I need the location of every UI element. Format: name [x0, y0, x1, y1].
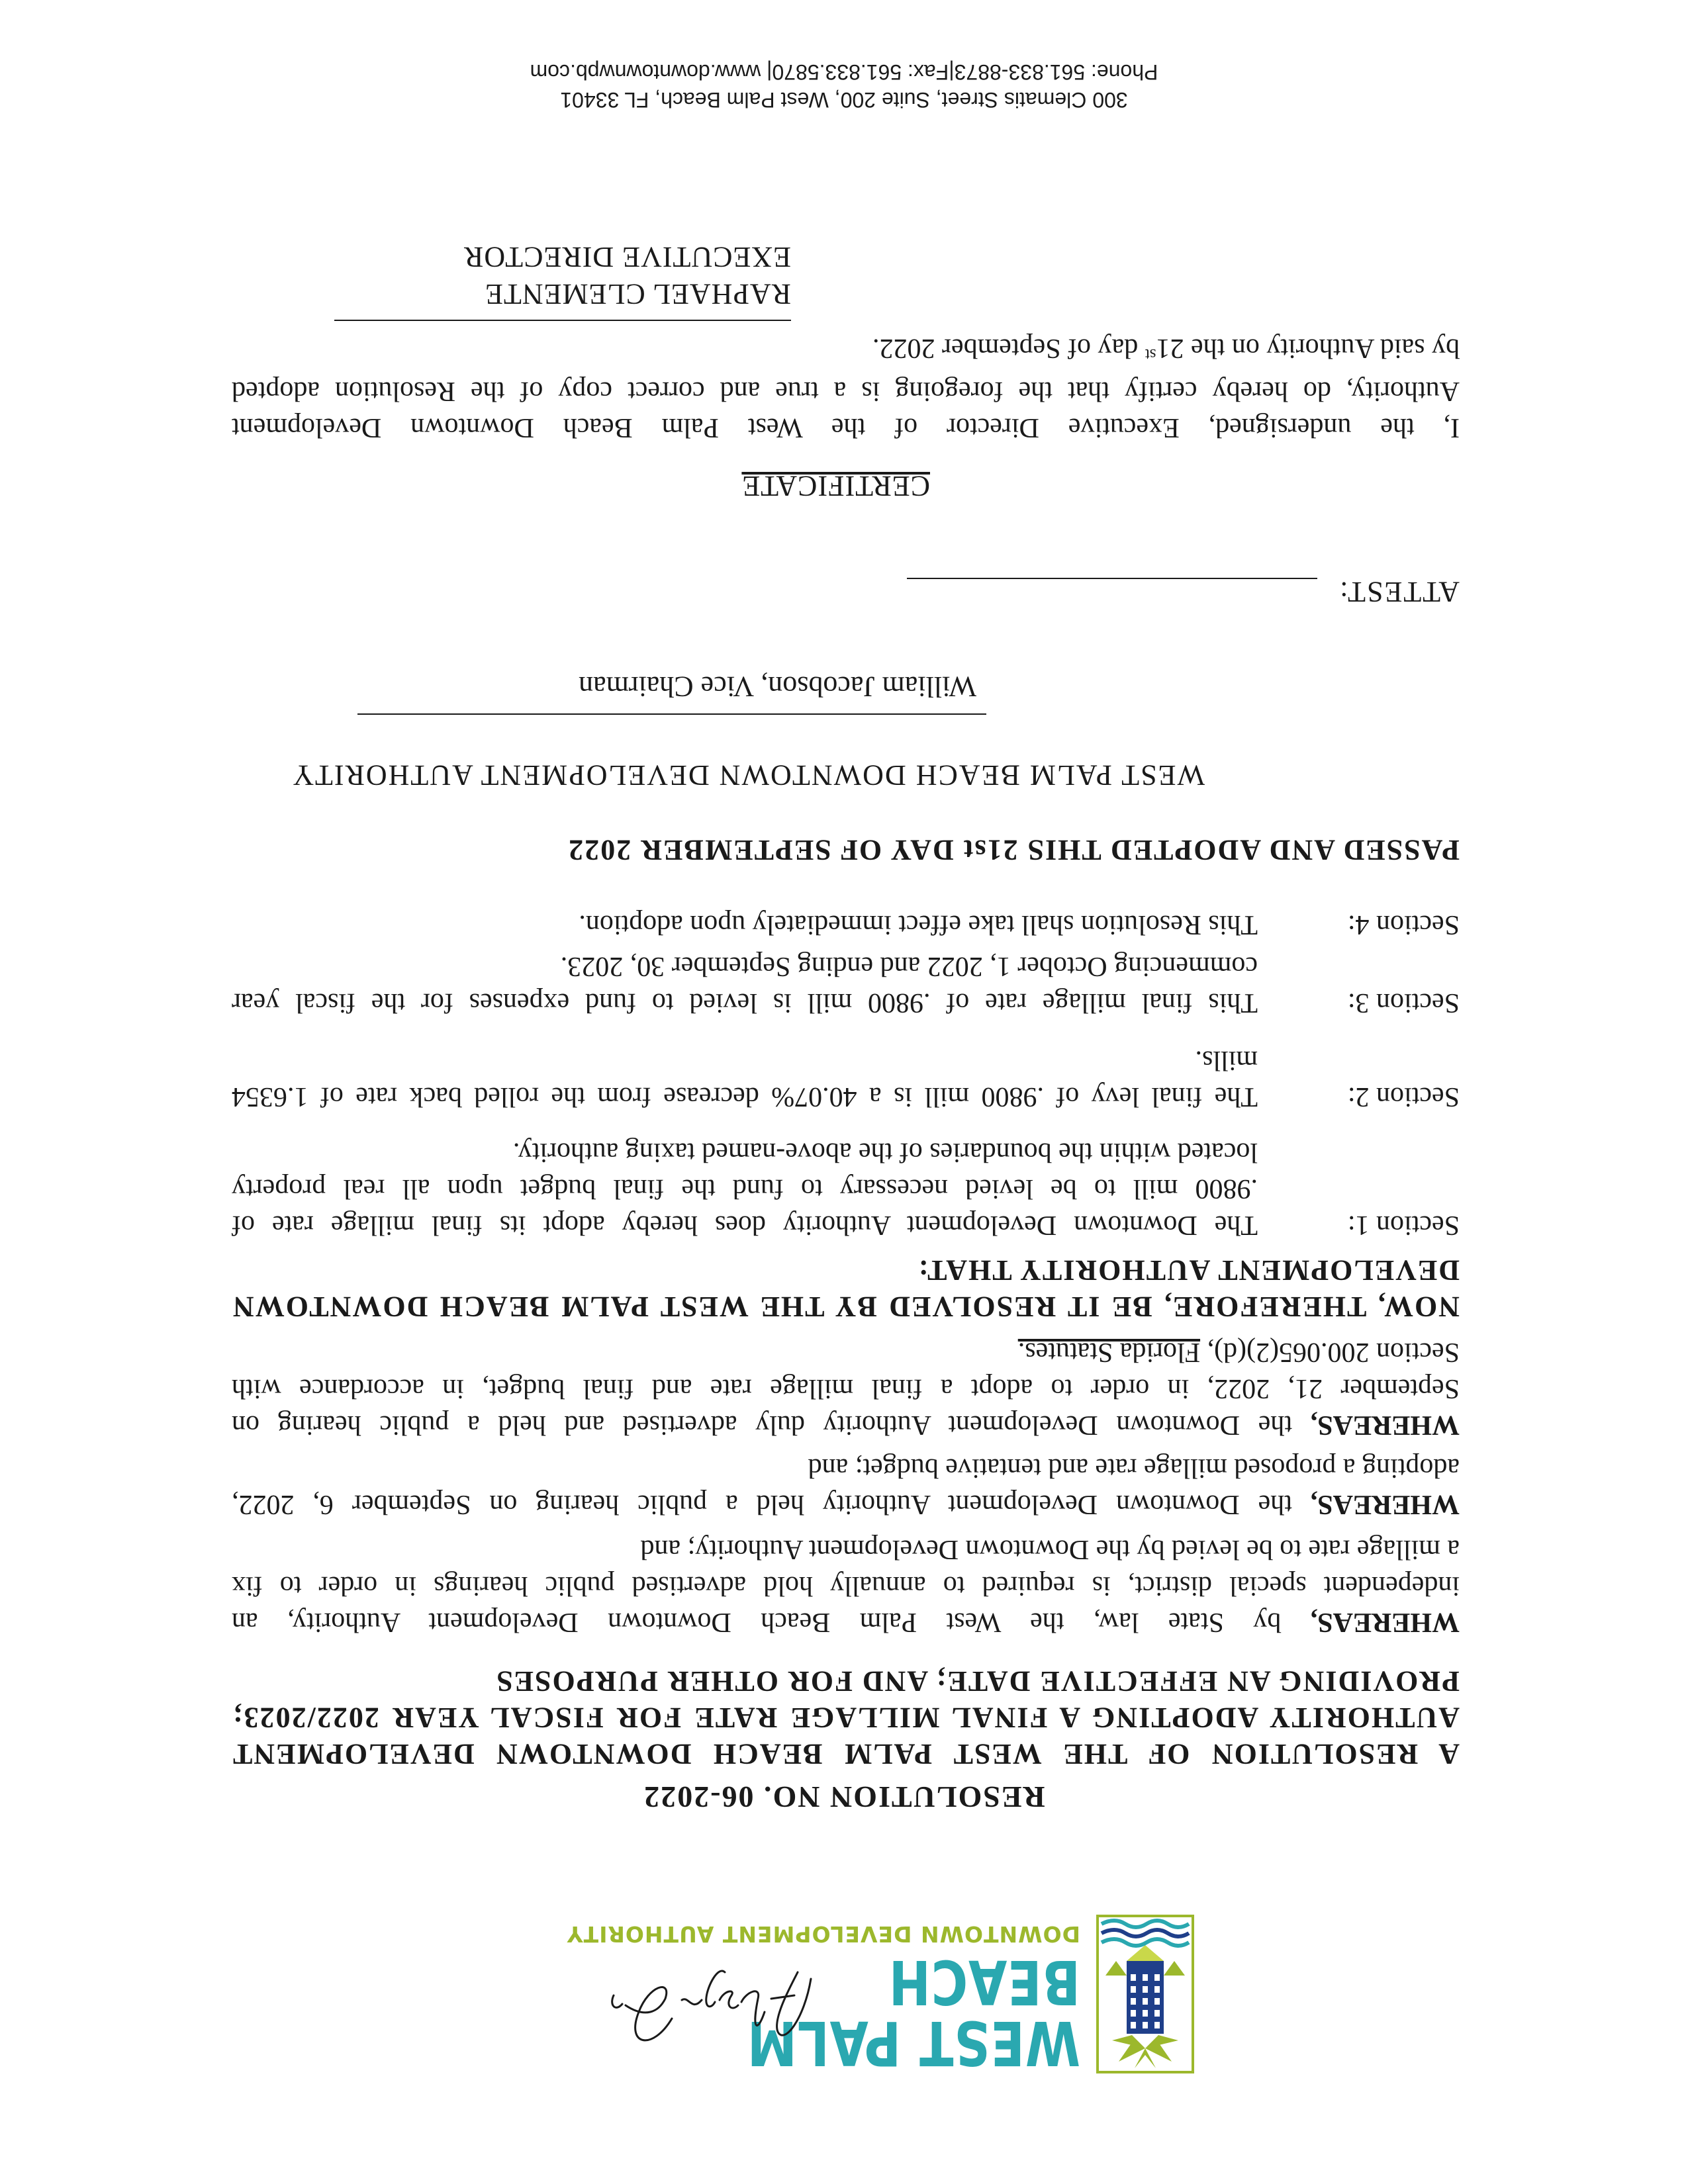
certificate-date-end: day of September 2022.	[872, 333, 1145, 363]
section-line: located within the boundaries of the above-named taxing authority.	[512, 1137, 1258, 1167]
section-label: Section 1:	[1347, 1210, 1460, 1240]
statute-section: Section 200.065(2)(d),	[1207, 1337, 1460, 1367]
chairman-signature-line	[357, 713, 986, 715]
certificate-date-text: by said Authority on the 21	[1156, 333, 1460, 363]
director-name: RAPHAEL CLEMENTE	[485, 278, 791, 310]
whereas-first-line	[232, 1406, 1460, 1443]
heading-line: PROVIDING AN EFFECTIVE DATE; AND FOR OTHER PURPOSES	[495, 1665, 1460, 1698]
palm-tree-emblem-icon	[1092, 1913, 1198, 2075]
director-title: EXECUTIVE DIRECTOR	[463, 241, 791, 273]
heading-line: A RESOLUTION OF THE WEST PALM BEACH DOWNTOWN DEVELOPMENT	[232, 1738, 1460, 1770]
resolution-heading	[232, 1663, 1460, 1772]
whereas-keyword: WHEREAS,	[1310, 1607, 1460, 1637]
whereas-paragraph-2	[232, 1449, 1460, 1522]
section-line: The Downtown Development Authority does hereby adopt its final millage rate of	[232, 1210, 1258, 1240]
section-body	[232, 948, 1258, 1021]
resolution-number: RESOLUTION NO. 06-2022	[643, 1780, 1045, 1814]
whereas-text: the Downtown Development Authority duly advertised and held a public hearing on	[232, 1410, 1293, 1440]
certificate-date-suffix: st	[1145, 345, 1156, 363]
whereas-text: by State law, the West Palm Beach Downtown Development Authority, an	[232, 1607, 1282, 1637]
whereas-first-line	[232, 1604, 1460, 1640]
statute-link: Florida Statutes.	[1017, 1337, 1201, 1367]
whereas-keyword: WHEREAS,	[1310, 1489, 1460, 1520]
whereas-line: a millage rate to be levied by the Downtown Development Authority; and	[640, 1534, 1460, 1565]
section-body	[232, 1042, 1258, 1115]
heading-line: AUTHORITY ADOPTING A FINAL MILLAGE RATE FOR FISCAL YEAR 2022/2023;	[232, 1702, 1460, 1734]
whereas-paragraph-3	[232, 1334, 1460, 1443]
whereas-paragraph-1	[232, 1531, 1460, 1640]
dda-logo	[536, 1906, 1198, 2078]
section-line: The final levy of .9800 mill is a 40.07% decrease from the rolled back rate of 1.6354	[232, 1081, 1258, 1112]
whereas-line: September 21, 2022, in order to adopt a final millage rate and final budget, in accordance with	[232, 1373, 1460, 1404]
certificate-line: Authority, do hereby certify that the foregoing is a true and correct copy of the Resolution adopted	[232, 376, 1460, 406]
section-line: commencing October 1, 2022 and ending September 30, 2023.	[560, 951, 1258, 981]
director-signature-line	[334, 320, 791, 321]
logo-dda-text: DOWNTOWN DEVELOPMENT AUTHORITY	[566, 1921, 1080, 1947]
whereas-last-line	[232, 1334, 1460, 1370]
section-label: Section 2:	[1347, 1081, 1460, 1112]
certificate-line: I, the undersigned, Executive Director of the West Palm Beach Downtown Development	[232, 412, 1460, 443]
section-line: mills.	[1195, 1045, 1258, 1075]
attest-label: ATTEST:	[1338, 576, 1460, 608]
section-body	[232, 906, 1258, 942]
certificate-title: CERTIFICATE	[741, 470, 930, 502]
section-label: Section 3:	[1347, 987, 1460, 1018]
whereas-keyword: WHEREAS,	[1310, 1410, 1460, 1440]
footer-contact: Phone: 561.833-8873|Fax: 561.833.5870| www.downtownwpb.com	[530, 60, 1158, 84]
section-label: Section 4:	[1347, 909, 1460, 940]
logo-beach: BEACH	[888, 1946, 1080, 2017]
section-body	[232, 1134, 1258, 1243]
now-therefore-line: DEVELOPMENT AUTHORITY THAT:	[917, 1254, 1460, 1287]
attest-signature-line	[907, 578, 1317, 579]
whereas-line: independent special district, is required to annually hold advertised public hearings in order to fix	[232, 1570, 1460, 1601]
whereas-line: adopting a proposed millage rate and tentative budget; and	[808, 1453, 1460, 1483]
certificate-text	[232, 330, 1460, 445]
footer	[0, 58, 1688, 114]
section-line: .9800 mill to be levied necessary to fund the final budget upon all real property	[232, 1173, 1258, 1204]
now-therefore-line: NOW, THEREFORE, BE IT RESOLVED BY THE WEST PALM BEACH DOWNTOWN	[232, 1291, 1460, 1323]
whereas-first-line	[232, 1486, 1460, 1522]
vice-chairman-name: William Jacobson, Vice Chairman	[579, 670, 976, 703]
section-line: This final millage rate of .9800 mill is levied to fund expenses for the fiscal year	[232, 987, 1258, 1018]
footer-address: 300 Clematis Street, Suite 200, West Palm Beach, FL 33401	[560, 88, 1128, 112]
whereas-text: the Downtown Development Authority held a public hearing on September 6, 2022,	[232, 1489, 1292, 1520]
authority-name: WEST PALM BEACH DOWNTOWN DEVELOPMENT AUTHORITY	[291, 759, 1205, 792]
always-original-script-icon	[599, 1952, 824, 2058]
passed-and-adopted: PASSED AND ADOPTED THIS 21st DAY OF SEPTEMBER 2022	[567, 834, 1460, 866]
certificate-last-line	[232, 330, 1460, 373]
section-line: This Resolution shall take effect immediately upon adoption.	[579, 909, 1258, 940]
now-therefore-heading	[232, 1252, 1460, 1325]
logo-west-palm: WEST PALM	[746, 2007, 1080, 2078]
